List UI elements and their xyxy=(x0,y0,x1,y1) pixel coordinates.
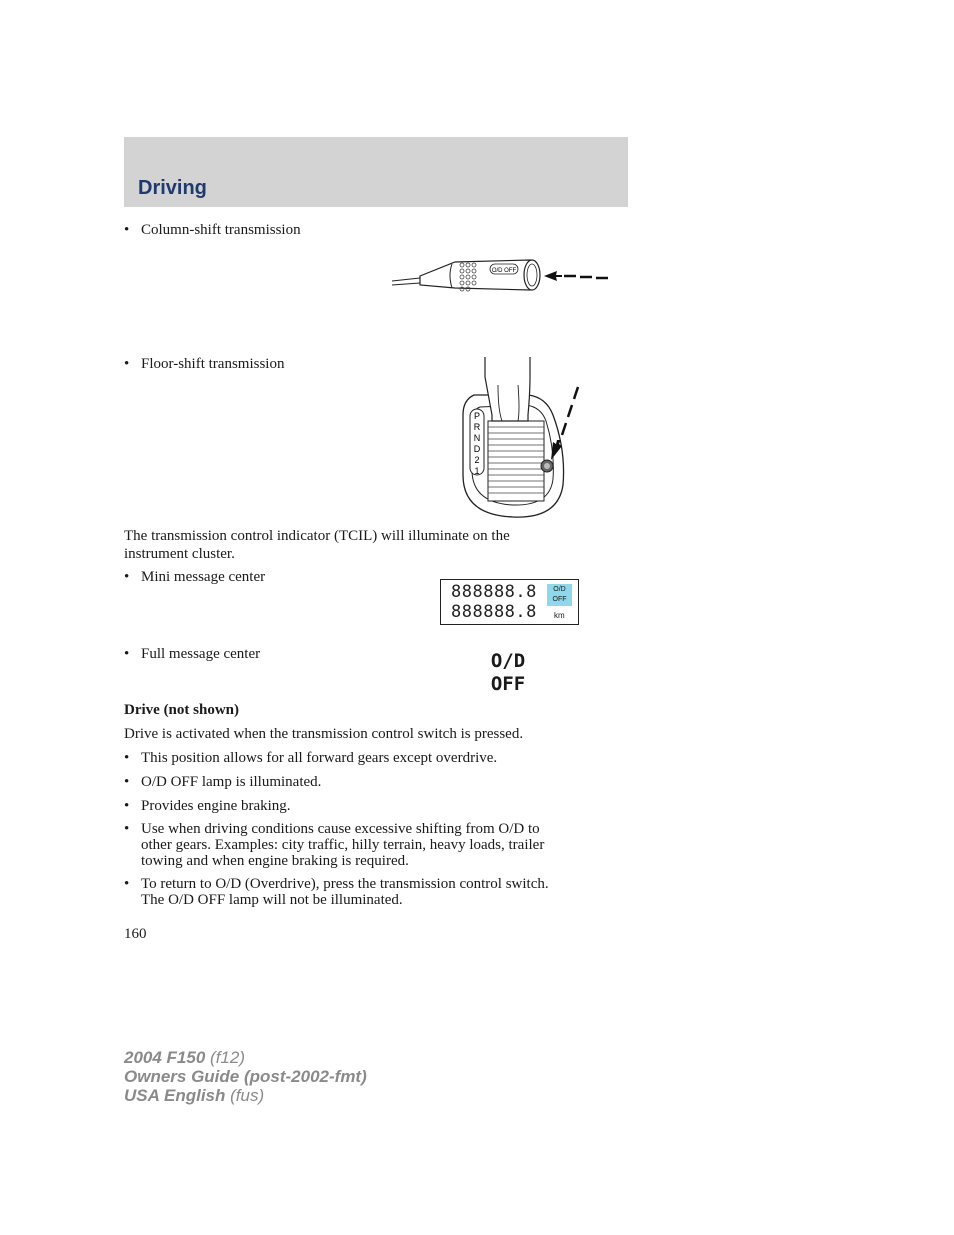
gate-label: N xyxy=(473,433,481,443)
od-off-switch-text: O/D OFF xyxy=(491,268,517,274)
document-footer: 2004 F150 (f12) Owners Guide (post-2002-fmt) USA English (fus) xyxy=(124,1048,367,1105)
tcil-paragraph-line-2: instrument cluster. xyxy=(124,546,235,562)
mini-message-label: Mini message center xyxy=(141,569,266,585)
section-title: Driving xyxy=(138,177,207,199)
gate-label: R xyxy=(473,422,481,432)
floor-shift-label: Floor-shift transmission xyxy=(141,356,285,372)
od-off-indicator: O/D OFF xyxy=(547,584,572,606)
column-shift-lever-illustration xyxy=(390,252,615,297)
gate-label: D xyxy=(473,444,481,454)
column-shift-label: Column-shift transmission xyxy=(141,222,301,238)
tcil-paragraph-line-1: The transmission control indicator (TCIL) will illuminate on the xyxy=(124,528,510,544)
mini-message-center-display xyxy=(440,579,579,625)
drive-intro: Drive is activated when the transmission control switch is pressed. xyxy=(124,726,524,742)
drive-heading: Drive (not shown) xyxy=(124,702,239,718)
page-number: 160 xyxy=(124,926,147,942)
gate-label: P xyxy=(473,411,481,421)
odometer-row-1: 888888.8 xyxy=(451,582,537,602)
full-message-label: Full message center xyxy=(141,646,261,662)
floor-shift-lever-illustration xyxy=(458,355,583,523)
gate-label: 2 xyxy=(474,455,480,465)
odometer-row-2: 888888.8 xyxy=(451,602,537,622)
gate-label: 1 xyxy=(474,466,480,476)
unit-label: km xyxy=(554,611,565,620)
od-off-lamp-symbol: O/D OFF xyxy=(490,650,526,695)
